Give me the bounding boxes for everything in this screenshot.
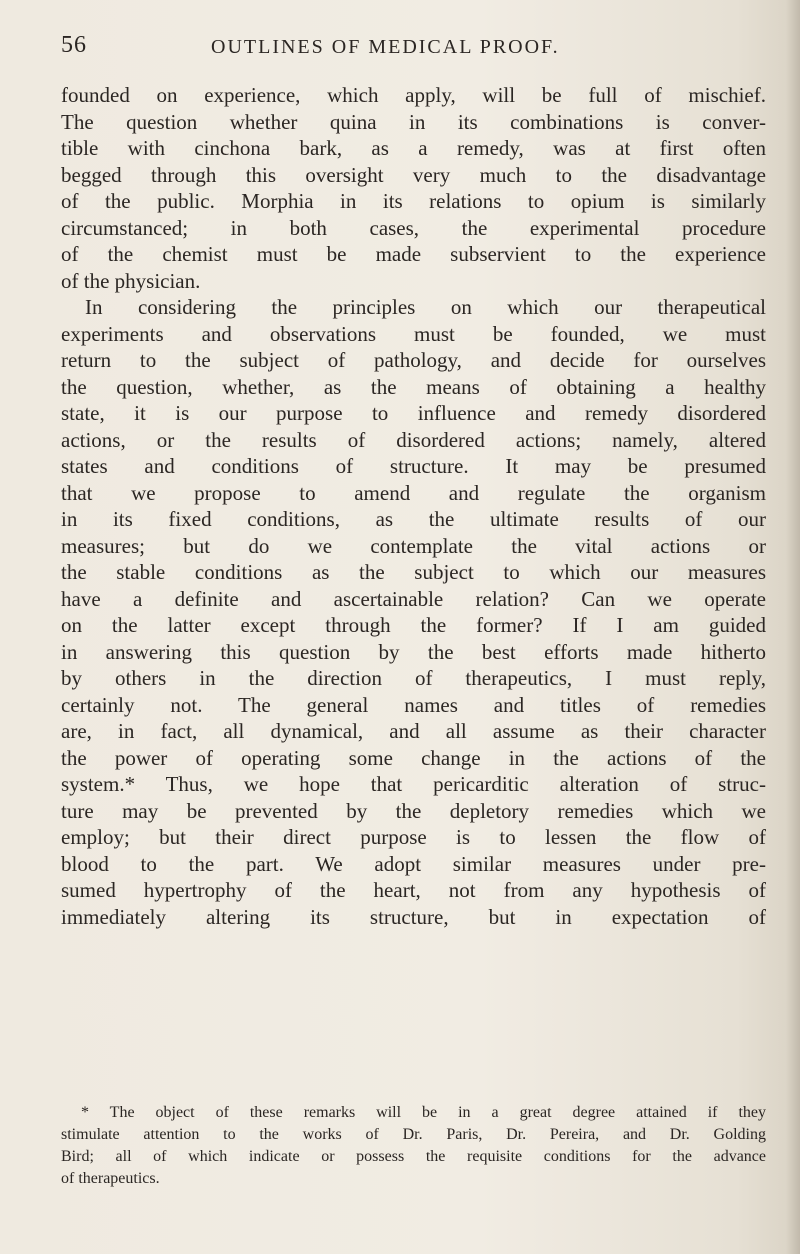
- text-line: founded on experience, which apply, will be full of mischief.: [61, 83, 766, 107]
- text-line: begged through this oversight very much to the disadvantage: [61, 162, 766, 187]
- running-head: OUTLINES OF MEDICAL PROOF.: [211, 36, 560, 58]
- text-line: of the physician.: [61, 268, 201, 293]
- text-line: state, it is our purpose to influence and remedy disordered: [61, 401, 766, 425]
- text-line: the power of operating some change in the actions of the: [61, 745, 766, 770]
- text-line: by others in the direction of therapeutics, I must reply,: [61, 666, 766, 690]
- footnote-line: stimulate attention to the works of Dr. Paris, Dr. Pereira, and Dr. Golding: [61, 1126, 766, 1143]
- text-line: states and conditions of structure. It may be presumed: [61, 454, 766, 478]
- text-line: tible with cinchona bark, as a remedy, was at first often: [61, 136, 766, 160]
- text-line: measures; but do we contemplate the vital actions or: [61, 533, 766, 558]
- body-text: [61, 82, 766, 930]
- text-line: on the latter except through the former? If I am guided: [61, 613, 766, 637]
- text-line: ture may be prevented by the depletory remedies which we: [61, 798, 766, 823]
- text-line: actions, or the results of disordered actions; namely, altered: [61, 427, 766, 452]
- text-line: the question, whether, as the means of obtaining a healthy: [61, 374, 766, 399]
- page-edge-shadow: [786, 0, 800, 1254]
- text-line: experiments and observations must be founded, we must: [61, 321, 766, 346]
- text-line: return to the subject of pathology, and decide for ourselves: [61, 348, 766, 372]
- page-header: [61, 28, 721, 68]
- text-line: the stable conditions as the subject to which our measures: [61, 560, 766, 584]
- text-line: in its fixed conditions, as the ultimate results of our: [61, 507, 766, 531]
- text-line: of the public. Morphia in its relations to opium is similarly: [61, 189, 766, 213]
- text-line: The question whether quina in its combinations is conver-: [61, 109, 766, 134]
- text-line: have a definite and ascertainable relation? Can we operate: [61, 586, 766, 611]
- text-line: that we propose to amend and regulate the organism: [61, 480, 766, 505]
- text-line: certainly not. The general names and titles of remedies: [61, 692, 766, 717]
- footnote-line: * The object of these remarks will be in a great degree attained if they: [81, 1104, 766, 1121]
- footnote-line: Bird; all of which indicate or possess the requisite conditions for the advance: [61, 1148, 766, 1165]
- text-line: circumstanced; in both cases, the experimental procedure: [61, 215, 766, 240]
- footnote-line: of therapeutics.: [61, 1170, 160, 1187]
- text-line: of the chemist must be made subservient to the experience: [61, 242, 766, 266]
- text-line: immediately altering its structure, but in expectation of: [61, 904, 766, 929]
- text-line: blood to the part. We adopt similar measures under pre-: [61, 851, 766, 876]
- text-line: employ; but their direct purpose is to lessen the flow of: [61, 825, 766, 849]
- text-line: In considering the principles on which our therapeutical: [85, 295, 766, 319]
- page-number: 56: [61, 32, 87, 58]
- text-line: sumed hypertrophy of the heart, not from any hypothesis of: [61, 878, 766, 902]
- text-line: are, in fact, all dynamical, and all assume as their character: [61, 719, 766, 743]
- text-line: in answering this question by the best efforts made hitherto: [61, 639, 766, 664]
- footnote: [61, 1102, 766, 1190]
- text-line: system.* Thus, we hope that pericarditic alteration of struc-: [61, 772, 766, 796]
